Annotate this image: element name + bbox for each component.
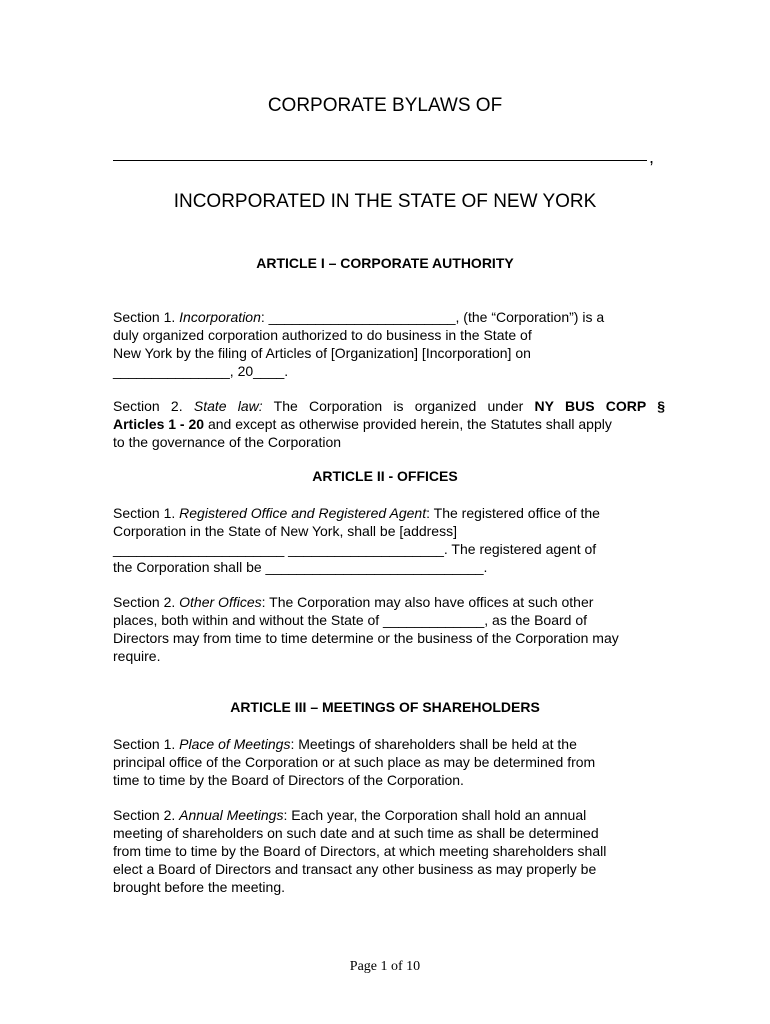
article-2-section-1 <box>113 504 665 576</box>
section-text: Directors may from time to time determine or the business of the Corporation may <box>113 630 619 646</box>
section-text: ______________________ ____________________. The registered agent of <box>113 541 597 557</box>
section-text: : Meetings of shareholders shall be held at the <box>290 736 577 752</box>
company-name-blank <box>113 160 647 161</box>
section-text: New York by the filing of Articles of [Organization] [Incorporation] on <box>113 345 531 361</box>
section-title: Place of Meetings <box>179 736 291 752</box>
statute-reference: NY BUS CORP § <box>534 398 665 414</box>
section-text: places, both within and without the State of _____________, as the Board of <box>113 612 588 628</box>
section-text: to the governance of the Corporation <box>113 434 342 450</box>
section-text: : Each year, the Corporation shall hold an annual <box>283 807 587 823</box>
section-text: require. <box>113 648 161 664</box>
section-label: Section 2. <box>113 807 180 823</box>
section-text: The Corporation is organized under <box>262 398 535 414</box>
section-label: Section 1. <box>113 309 180 325</box>
section-title: State law: <box>193 398 263 414</box>
section-title: Other Offices <box>179 594 262 610</box>
section-text: Corporation in the State of New York, shall be [address] <box>113 523 457 539</box>
document-subtitle: INCORPORATED IN THE STATE OF NEW YORK <box>173 191 597 212</box>
section-text: _______________, 20____. <box>113 363 289 379</box>
document-title: CORPORATE BYLAWS OF <box>267 95 503 116</box>
article-1-section-1 <box>113 308 665 380</box>
section-text: brought before the meeting. <box>113 879 286 895</box>
article-1-heading: ARTICLE I – CORPORATE AUTHORITY <box>256 255 514 271</box>
article-2-section-2 <box>113 593 665 665</box>
section-text: elect a Board of Directors and transact any other business as may properly be <box>113 861 597 877</box>
section-text: duly organized corporation authorized to do business in the State of <box>113 327 532 343</box>
section-text: principal office of the Corporation or at such place as may be determined from <box>113 754 596 770</box>
section-label: Section 2. <box>113 398 194 414</box>
title-comma: , <box>649 147 655 167</box>
section-text: meeting of shareholders on such date and at such time as shall be determined <box>113 825 599 841</box>
section-text: : The Corporation may also have offices at such other <box>261 594 594 610</box>
section-text: : The registered office of the <box>426 505 600 521</box>
section-text: the Corporation shall be ____________________________. <box>113 559 488 575</box>
article-3-section-1 <box>113 735 665 789</box>
section-text: from time to time by the Board of Directors, at which meeting shareholders shall <box>113 843 607 859</box>
section-text: and except as otherwise provided herein, the Statutes shall apply <box>204 416 612 432</box>
section-label: Section 1. <box>113 736 180 752</box>
section-text: : ________________________, (the “Corporation”) is a <box>260 309 605 325</box>
section-label: Section 1. <box>113 505 180 521</box>
section-text: time to time by the Board of Directors of the Corporation. <box>113 772 464 788</box>
section-title: Registered Office and Registered Agent <box>179 505 427 521</box>
article-1-section-2 <box>113 397 665 451</box>
section-title: Annual Meetings <box>179 807 284 823</box>
article-2-heading: ARTICLE II - OFFICES <box>312 468 458 484</box>
section-label: Section 2. <box>113 594 180 610</box>
article-3-heading: ARTICLE III – MEETINGS OF SHAREHOLDERS <box>230 699 540 715</box>
section-title: Incorporation <box>179 309 261 325</box>
page-number: Page 1 of 10 <box>349 959 421 974</box>
statute-reference: Articles 1 - 20 <box>113 416 205 432</box>
article-3-section-2 <box>113 806 665 896</box>
